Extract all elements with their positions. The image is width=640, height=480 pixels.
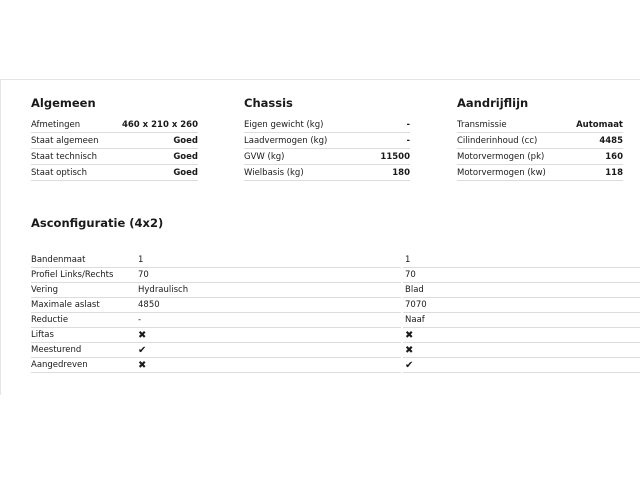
- row-value: Goed: [173, 167, 198, 178]
- axle-1-value: 70: [138, 270, 149, 280]
- cross-icon: ✖: [138, 330, 147, 341]
- row-value: Goed: [173, 151, 198, 162]
- chassis-title: Chassis: [244, 96, 293, 110]
- general-row: [31, 133, 198, 149]
- chassis-table: [244, 117, 410, 181]
- check-icon: ✔: [405, 360, 414, 371]
- axle-2-value: 7070: [405, 300, 427, 310]
- row-label: Eigen gewicht (kg): [244, 119, 324, 130]
- general-row: [31, 165, 198, 181]
- row-value: 4485: [599, 135, 623, 146]
- axle-1-value: -: [138, 315, 142, 325]
- axle-row-label: Aangedreven: [31, 360, 88, 370]
- cross-icon: ✖: [138, 360, 147, 371]
- row-label: GVW (kg): [244, 151, 285, 162]
- axle-config-table: [31, 253, 640, 373]
- row-label: Staat algemeen: [31, 135, 99, 146]
- chassis-row: [244, 149, 410, 165]
- general-section: [31, 95, 198, 181]
- drivetrain-section: [457, 95, 623, 181]
- row-value: 460 x 210 x 260: [121, 119, 198, 130]
- drivetrain-row: [457, 149, 623, 165]
- axle-2-value: Naaf: [405, 315, 425, 325]
- axle-row-label: Maximale aslast: [31, 300, 100, 310]
- axle-row: [31, 268, 640, 283]
- axle-2-value: Blad: [405, 285, 424, 295]
- general-row: [31, 149, 198, 165]
- row-value: -: [406, 119, 410, 130]
- axle-row-label: Bandenmaat: [31, 255, 86, 265]
- cross-icon: ✖: [405, 345, 414, 356]
- check-icon: ✔: [138, 345, 147, 356]
- drivetrain-row: [457, 117, 623, 133]
- axle-config-title: Asconfiguratie (4x2): [31, 216, 164, 230]
- axle-row: [31, 358, 640, 373]
- row-label: Cilinderinhoud (cc): [457, 135, 538, 146]
- row-value: 180: [392, 167, 410, 178]
- row-label: Staat optisch: [31, 167, 87, 178]
- drivetrain-title: Aandrijflijn: [457, 96, 529, 110]
- chassis-row: [244, 165, 410, 181]
- row-value: 160: [605, 151, 623, 162]
- axle-1-value: 4850: [138, 300, 160, 310]
- axle-row: [31, 253, 640, 268]
- general-title: Algemeen: [31, 96, 96, 110]
- chassis-row: [244, 117, 410, 133]
- row-value: Goed: [173, 135, 198, 146]
- axle-2-value: 70: [405, 270, 416, 280]
- chassis-row: [244, 133, 410, 149]
- row-label: Laadvermogen (kg): [244, 135, 328, 146]
- drivetrain-table: [457, 117, 623, 181]
- row-value: 11500: [380, 151, 410, 162]
- drivetrain-row: [457, 133, 623, 149]
- axle-row: [31, 328, 640, 343]
- axle-row-label: Profiel Links/Rechts: [31, 270, 114, 280]
- row-value: 118: [605, 167, 623, 178]
- axle-row-label: Liftas: [31, 330, 54, 340]
- general-table: [31, 117, 198, 181]
- axle-1-value: Hydraulisch: [138, 285, 189, 295]
- row-value: -: [406, 135, 410, 146]
- axle-1-value: 1: [138, 255, 144, 265]
- row-label: Motorvermogen (kw): [457, 167, 546, 178]
- row-label: Staat technisch: [31, 151, 98, 162]
- row-label: Wielbasis (kg): [244, 167, 304, 178]
- row-label: Motorvermogen (pk): [457, 151, 545, 162]
- axle-row-label: Vering: [31, 285, 59, 295]
- row-label: Transmissie: [457, 119, 507, 130]
- chassis-section: [244, 95, 410, 181]
- axle-row: [31, 343, 640, 358]
- axle-row: [31, 313, 640, 328]
- axle-row: [31, 283, 640, 298]
- axle-row: [31, 298, 640, 313]
- general-row: [31, 117, 198, 133]
- cross-icon: ✖: [405, 330, 414, 341]
- drivetrain-row: [457, 165, 623, 181]
- axle-row-label: Reductie: [31, 315, 69, 325]
- axle-row-label: Meesturend: [31, 345, 82, 355]
- axle-2-value: 1: [405, 255, 411, 265]
- row-value: Automaat: [576, 119, 623, 130]
- row-label: Afmetingen: [31, 119, 81, 130]
